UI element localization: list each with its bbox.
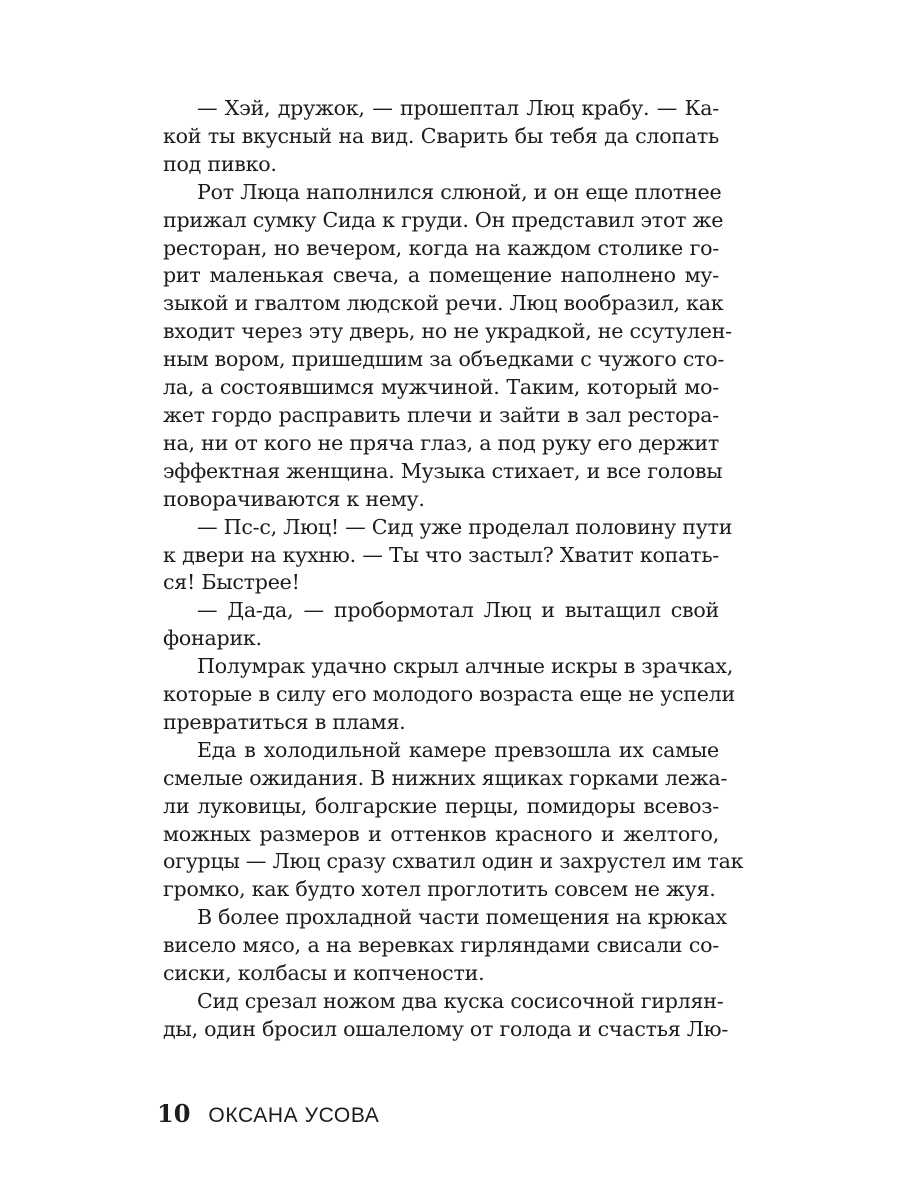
running-head-author: ОКСАНА УСОВА xyxy=(208,1104,380,1127)
paragraph xyxy=(163,179,732,514)
text-line: ла, а состоявшимся мужчиной. Таким, который мо- xyxy=(163,375,719,400)
paragraph xyxy=(163,95,719,179)
text-line: жет гордо расправить плечи и зайти в зал рестора- xyxy=(163,402,719,427)
text-line: кой ты вкусный на вид. Сварить бы тебя да слопать xyxy=(163,123,719,148)
text-line: — Хэй, дружок, — прошептал Люц крабу. — Ка- xyxy=(197,96,719,120)
paragraph xyxy=(163,597,719,653)
text-line: входит через эту дверь, но не украдкой, не ссутулен- xyxy=(163,319,732,344)
paragraph xyxy=(163,988,729,1044)
text-line: Сид срезал ножом два куска сосисочной гирлян- xyxy=(197,989,724,1013)
page-number: 10 xyxy=(157,1099,191,1128)
text-line: ресторан, но вечером, когда на каждом столике го- xyxy=(163,235,719,260)
text-line: В более прохладной части помещения на крюках xyxy=(197,905,727,930)
paragraph xyxy=(163,514,733,598)
text-line: рит маленькая свеча, а помещение наполнено му- xyxy=(163,263,719,288)
text-line: — Да-да, — пробормотал Люц и вытащил свой xyxy=(197,598,719,623)
text-line: огурцы — Люц сразу схватил один и захрустел им так xyxy=(163,849,744,874)
paragraph xyxy=(163,653,735,737)
text-line: громко, как будто хотел проглотить совсем не жуя. xyxy=(163,877,716,902)
text-line: сиски, колбасы и копчености. xyxy=(163,961,485,986)
text-line: ся! Быстрее! xyxy=(163,570,300,595)
text-line: Рот Люца наполнился слюной, и он еще плотнее xyxy=(197,179,722,204)
text-line: превратиться в пламя. xyxy=(163,709,406,734)
text-line: фонарик. xyxy=(163,626,262,651)
text-line: эффектная женщина. Музыка стихает, и все головы xyxy=(163,458,723,483)
text-line: прижал сумку Сида к груди. Он представил этот же xyxy=(163,207,724,232)
text-line: Полумрак удачно скрыл алчные искры в зрачках, xyxy=(197,654,734,679)
text-line: к двери на кухню. — Ты что застыл? Хватит копать- xyxy=(163,542,719,567)
text-line: на, ни от кого не пряча глаз, а под руку его держит xyxy=(163,430,720,455)
text-line: ли луковицы, болгарские перцы, помидоры всевоз- xyxy=(163,793,719,818)
text-line: — Пс-с, Люц! — Сид уже проделал половину пути xyxy=(197,514,733,539)
paragraph xyxy=(163,904,727,988)
paragraph xyxy=(163,737,744,904)
text-line: Еда в холодильной камере превзошла их самые xyxy=(197,737,719,762)
text-line: ды, один бросил ошалелому от голода и счастья Лю- xyxy=(163,1016,729,1041)
text-line: которые в силу его молодого возраста еще не успели xyxy=(163,682,735,707)
text-line: висело мясо, а на веревках гирляндами свисали со- xyxy=(163,933,719,958)
text-line: поворачиваются к нему. xyxy=(163,486,425,511)
page-body xyxy=(163,95,744,1044)
page-footer xyxy=(157,1099,557,1133)
text-line: смелые ожидания. В нижних ящиках горками лежа- xyxy=(163,765,728,790)
text-line: ным вором, пришедшим за объедками с чужого сто- xyxy=(163,347,725,372)
text-line: можных размеров и оттенков красного и желтого, xyxy=(163,821,719,846)
text-line: зыкой и гвалтом людской речи. Люц вообразил, как xyxy=(163,291,724,316)
text-line: под пивко. xyxy=(163,151,277,176)
